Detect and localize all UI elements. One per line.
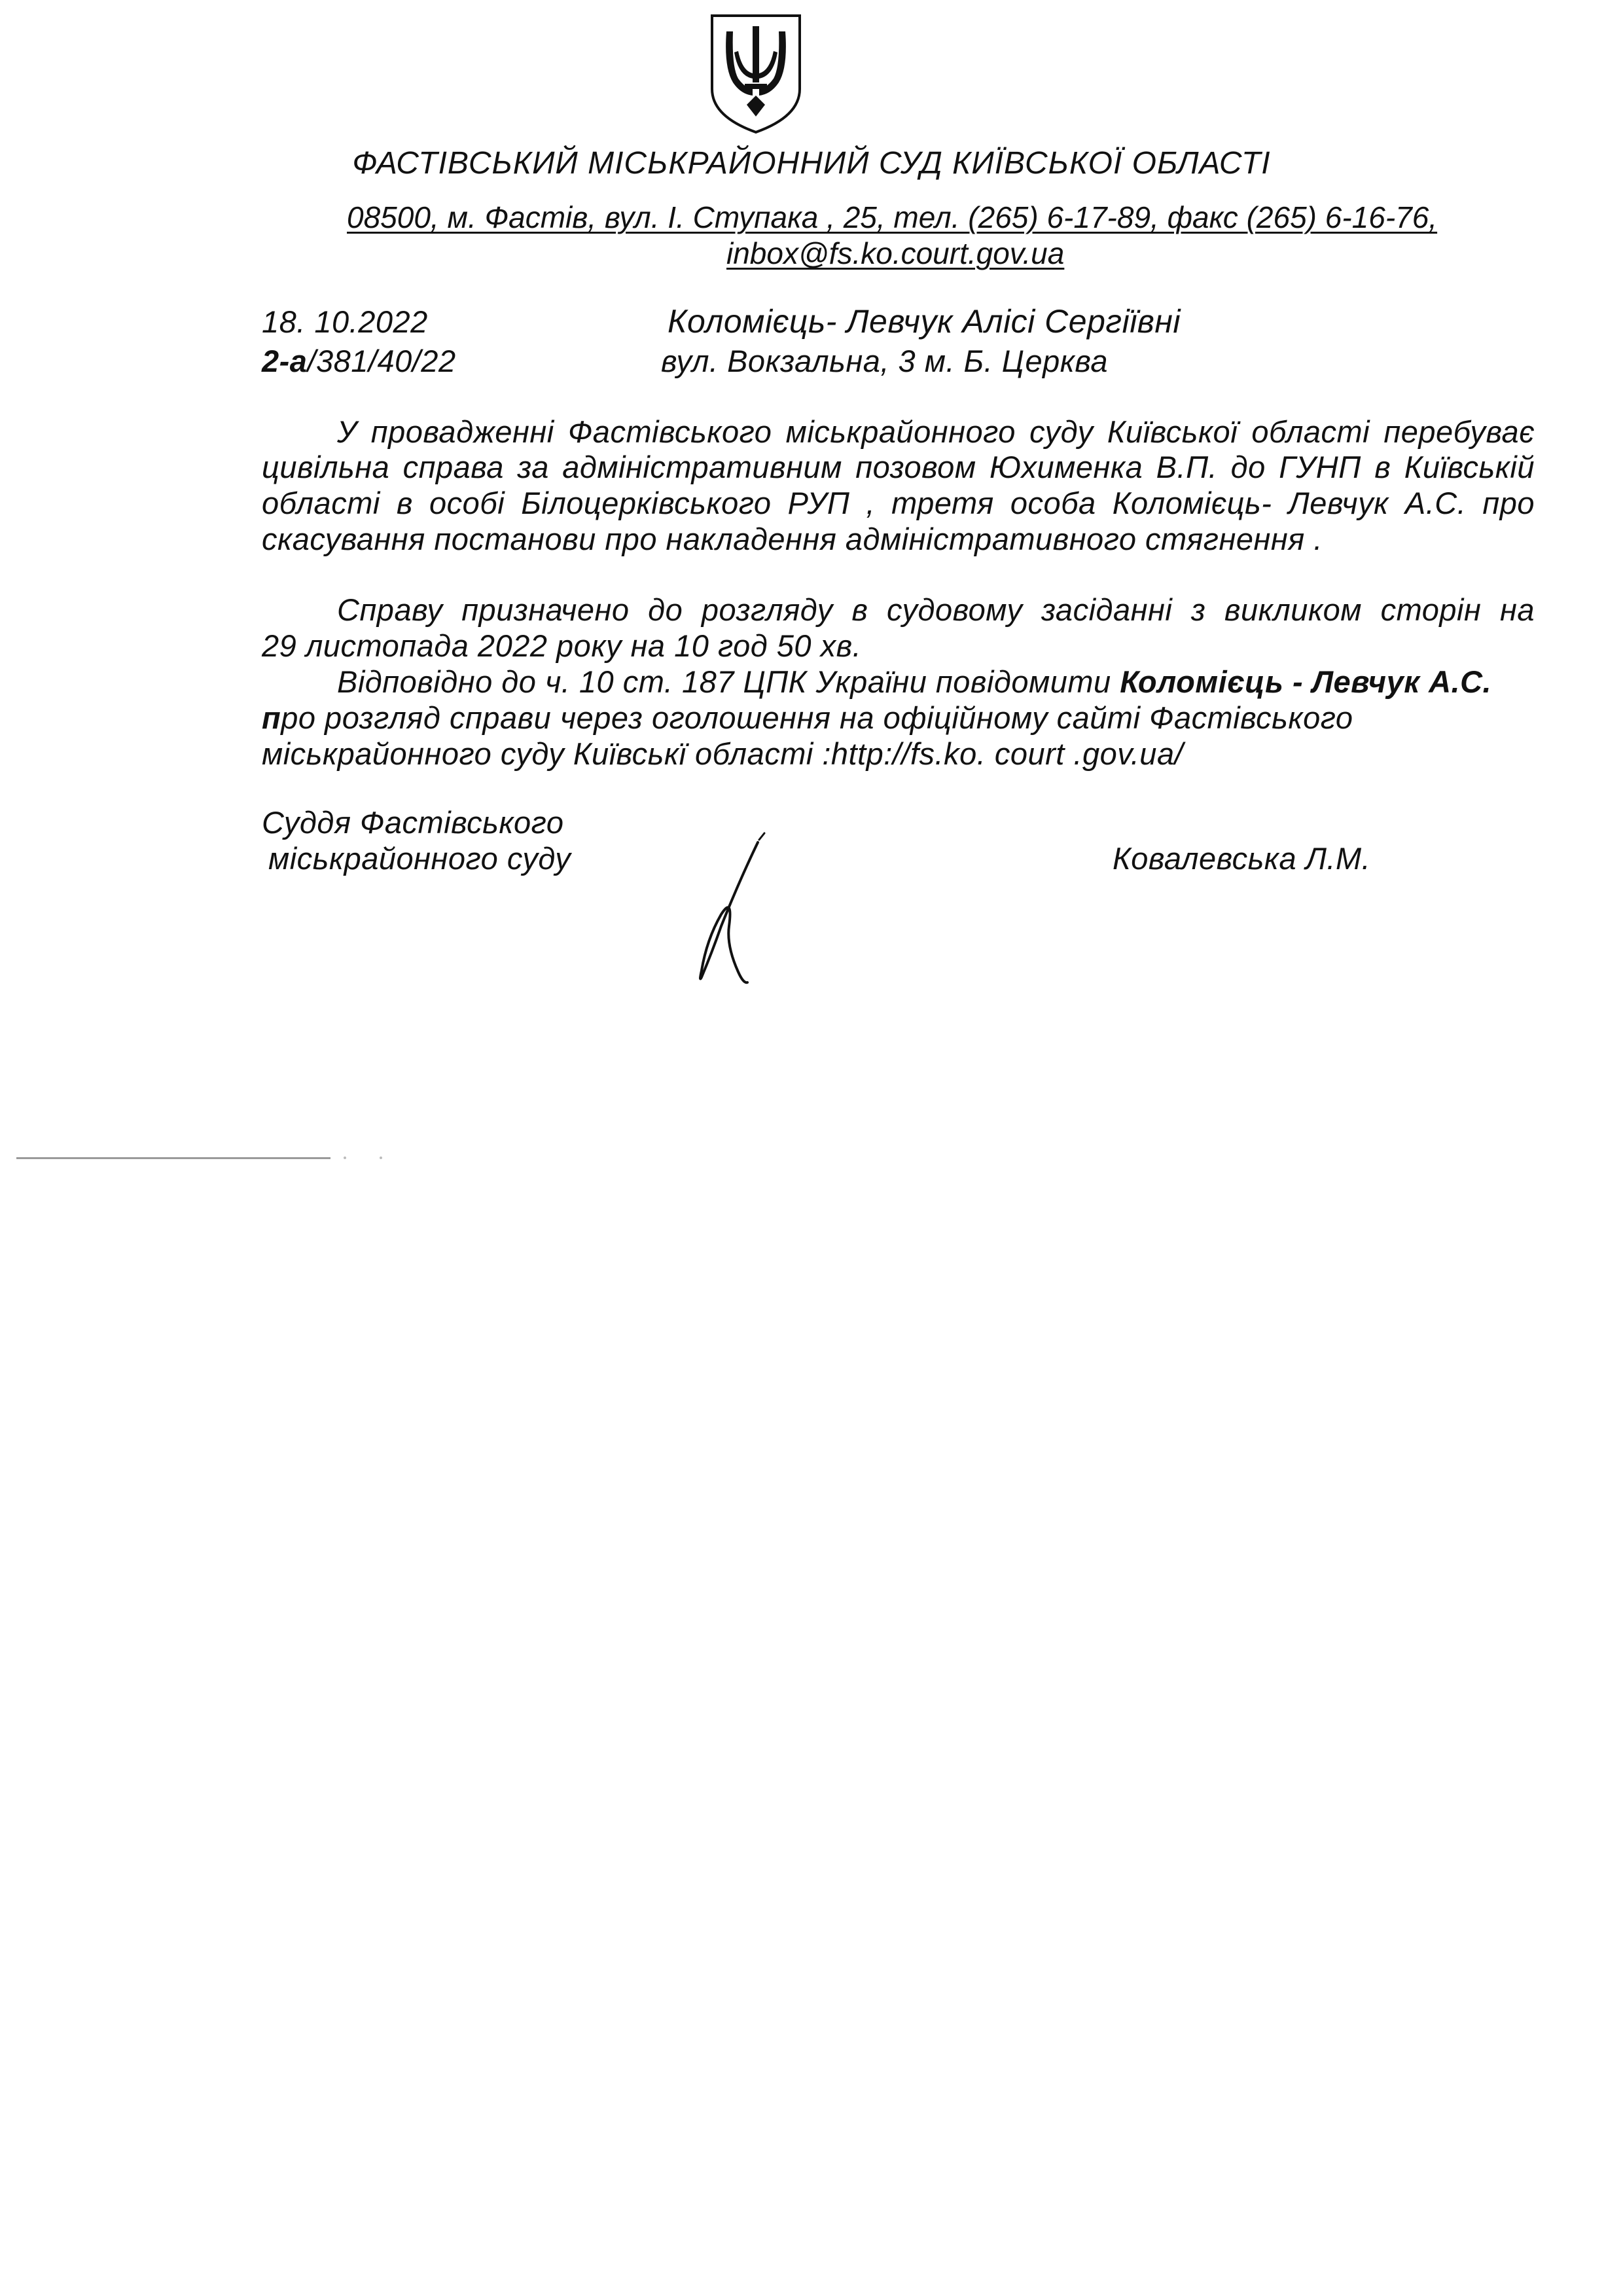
case-number-rest: /381/40/22 <box>307 344 456 378</box>
handwritten-signature <box>661 828 805 998</box>
paragraph-3-line-1 <box>337 666 1491 697</box>
paragraph-3-line-2 <box>262 702 1353 733</box>
scan-edge-line <box>16 1157 330 1159</box>
paragraph-3-line-2-bold: п <box>262 700 281 735</box>
judge-title-line-1: Суддя Фастівського <box>262 805 564 840</box>
paragraph-3-line-3: міськрайонного суду Київськї області :http://fs.ko. court .gov.ua/ <box>262 736 1184 771</box>
court-name: ФАСТІВСЬКИЙ МІСЬКРАЙОННИЙ СУД КИЇВСЬКОЇ ОБЛАСТІ <box>352 146 1271 181</box>
judge-name: Ковалевська Л.М. <box>1113 841 1371 876</box>
paragraph-1-line-4: скасування постанови про накладення адміністративного стягнення . <box>262 522 1323 556</box>
judge-title-line-2: міськрайонного суду <box>268 841 571 876</box>
paragraph-2-line-1: Справу призначено до розгляду в судовому засіданні з викликом сторін на <box>337 592 1535 627</box>
notified-party-name: Коломієць - Левчук А.С. <box>1120 664 1492 699</box>
paragraph-2-line-2: 29 листопада 2022 року на 10 год 50 хв. <box>262 628 862 663</box>
recipient-address: вул. Вокзальна, 3 м. Б. Церква <box>661 344 1109 378</box>
paragraph-1-line-2: цивільна справа за адміністративним позовом Юхименка В.П. до ГУНП в Київській <box>262 450 1535 484</box>
scan-speck <box>380 1157 382 1159</box>
scan-speck <box>344 1157 346 1159</box>
court-email <box>726 236 1064 271</box>
paragraph-1-line-3: області в особі Білоцерківського РУП , третя особа Коломієць- Левчук А.С. про <box>262 486 1535 520</box>
trident-crest-icon <box>707 12 805 136</box>
court-email-link[interactable]: inbox@fs.ko.court.gov.ua <box>726 236 1065 270</box>
court-address: 08500, м. Фастів, вул. І. Ступака , 25, тел. (265) 6-17-89, факс (265) 6-16-76, <box>347 200 1438 234</box>
paragraph-3-line-2-text: ро розгляд справи через оголошення на офіційному сайті Фастівського <box>281 700 1353 735</box>
paragraph-1-line-1: У провадженні Фастівського міськрайонного суду Київської області перебуває <box>337 414 1535 449</box>
letter-date: 18. 10.2022 <box>262 304 428 339</box>
case-number <box>262 346 456 376</box>
paragraph-3-line-1-text: Відповідно до ч. 10 ст. 187 ЦПК України повідомити <box>337 664 1120 699</box>
case-number-prefix: 2-а <box>262 344 308 378</box>
recipient-name: Коломієць- Левчук Алісі Сергіївні <box>668 303 1181 340</box>
